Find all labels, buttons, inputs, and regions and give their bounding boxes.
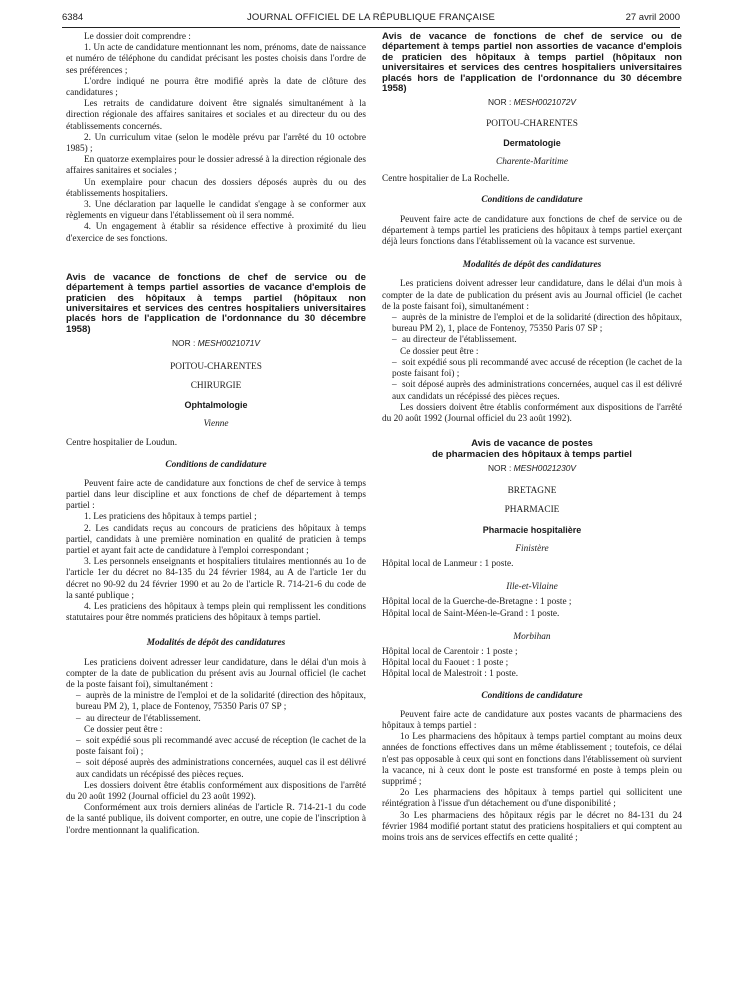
nor-code: MESH0021072V bbox=[513, 97, 576, 108]
list-item: – au directeur de l'établissement. bbox=[392, 335, 517, 346]
paragraph: Ce dossier peut être : bbox=[84, 724, 163, 735]
paragraph: Les praticiens doivent adresser leur candidature, dans le délai d'un mois à compter de la date de publication du présent avis au Journal officiel (le cachet de la poste faisant foi), simultanément : bbox=[382, 279, 682, 312]
right-column bbox=[382, 32, 682, 844]
paragraph: Les praticiens doivent adresser leur candidature, dans le délai d'un mois à compter de la date de publication du présent avis au Journal officiel (le cachet de la poste faisant foi), simultanément : bbox=[66, 657, 366, 690]
paragraph: Ce dossier peut être : bbox=[400, 346, 479, 357]
pharmacy-notice-title bbox=[382, 439, 682, 460]
region-heading: POITOU-CHARENTES bbox=[486, 118, 578, 129]
hospital-post: Hôpital local de Saint-Méen-le-Grand : 1 poste. bbox=[382, 608, 560, 619]
publication-date: 27 avril 2000 bbox=[625, 12, 680, 23]
paragraph: 3. Une déclaration par laquelle le candidat s'engage à se conformer aux règlements en vigueur dans l'établissement où il sera nommé. bbox=[66, 200, 366, 222]
paragraph: 1o Les pharmaciens des hôpitaux à temps partiel comptant au moins deux années de fonctions effectives dans un même établissement ; toutefois, ce délai n'est pas opposable à ceux qui sont en fonctions dans l'établissement où survient la vacance, ni à ceux dont le poste est transformé en poste à temps plein ou supprimé ; bbox=[382, 732, 682, 787]
subspecialty-heading: Dermatologie bbox=[503, 137, 561, 148]
department-heading: Morbihan bbox=[513, 631, 551, 642]
hospital-post: Hôpital local de la Guerche-de-Bretagne : 1 poste ; bbox=[382, 597, 572, 608]
journal-title: JOURNAL OFFICIEL DE LA RÉPUBLIQUE FRANÇAISE bbox=[246, 12, 496, 23]
paragraph: Conformément aux trois derniers alinéas de l'article R. 714-21-1 du code de la santé publique, ils doivent comporter, en outre, une copie de l'inscription à l'ordre mentionnant la qualification. bbox=[66, 803, 366, 836]
paragraph: Peuvent faire acte de candidature aux fonctions de chef de service ou de département à temps partiel les praticiens des hôpitaux à temps partiel exerçant déjà leurs fonctions dans l'établissement où la vacance est survenue. bbox=[382, 214, 682, 248]
nor-reference bbox=[66, 338, 366, 349]
paragraph: 2. Les candidats reçus au concours de praticiens des hôpitaux à temps partiel, candidats à une première nomination en qualité de praticien à temps partiel et ayant fait acte de candidature à l'emploi correspondant ; bbox=[66, 523, 366, 556]
paragraph: Le dossier doit comprendre : bbox=[84, 32, 191, 42]
list-item: – soit expédié sous pli recommandé avec accusé de réception (le cachet de la poste faisant foi) ; bbox=[392, 357, 682, 380]
nor-label: NOR : bbox=[172, 338, 196, 349]
conditions-heading: Conditions de candidature bbox=[165, 459, 267, 470]
conditions-heading: Conditions de candidature bbox=[481, 690, 583, 701]
paragraph: 4. Les praticiens des hôpitaux à temps plein qui remplissent les conditions statutaires pour être nommés praticiens des hôpitaux à temps partiel. bbox=[66, 601, 366, 624]
paragraph: 2. Un curriculum vitae (selon le modèle prévu par l'arrêté du 10 octobre 1985) ; bbox=[66, 132, 366, 155]
list-item: – soit déposé auprès des administrations concernées, auquel cas il est délivré aux candidats un récépissé des pièces reçues. bbox=[392, 380, 682, 402]
modalites-heading: Modalités de dépôt des candidatures bbox=[462, 260, 602, 271]
department-heading: Vienne bbox=[203, 419, 229, 430]
nor-code: MESH0021230V bbox=[513, 462, 576, 473]
subspecialty-heading: Ophtalmologie bbox=[184, 399, 248, 410]
list-item: – auprès de la ministre de l'emploi et de la solidarité (direction des hôpitaux, bureau PM 2), 1, place de Fontenoy, 75350 Paris 07 SP ; bbox=[76, 691, 366, 713]
hospital-post: Hôpital local de Carentoir : 1 poste ; bbox=[382, 646, 518, 657]
header-rule bbox=[62, 27, 680, 28]
page-header bbox=[62, 12, 680, 28]
department-heading: Finistère bbox=[515, 543, 549, 554]
paragraph: Les retraits de candidature doivent être signalés simultanément à la direction régionale des affaires sanitaires et sociales et au directeur du ou des établissements concernés. bbox=[66, 99, 366, 132]
list-item: – au directeur de l'établissement. bbox=[76, 713, 201, 724]
specialty-heading: CHIRURGIE bbox=[190, 380, 242, 391]
department-heading: Ille-et-Vilaine bbox=[506, 582, 558, 593]
notice-title: Avis de vacance de fonctions de chef de service ou de département à temps partiel non assorties de vacance d'emplois de praticien des hôpitaux à temps partiel (hôpitaux non universitaires et services des centres hospitaliers universitaires placés hors de l'application de l'ordonnance du 30 décembre 1958) bbox=[382, 31, 682, 95]
pharmacy-title-line-2: de pharmacien des hôpitaux à temps partiel bbox=[432, 448, 632, 460]
paragraph: 1. Un acte de candidature mentionnant les nom, prénoms, date de naissance et numéro de téléphone du candidat précisant les postes choisis dans l'ordre de ses préférences ; bbox=[66, 43, 366, 76]
conditions-heading: Conditions de candidature bbox=[481, 195, 583, 206]
paragraph: Peuvent faire acte de candidature aux fonctions de chef de service à temps partiel dans leur discipline et aux fonctions de chef de département à temps partiel : bbox=[66, 478, 366, 512]
list-item: – auprès de la ministre de l'emploi et de la solidarité (direction des hôpitaux, bureau PM 2), 1, place de Fontenoy, 75350 Paris 07 SP ; bbox=[392, 313, 682, 335]
paragraph: Les dossiers doivent être établis conformément aux dispositions de l'arrêté du 20 août 1992 (Journal officiel du 23 août 1992). bbox=[382, 402, 682, 424]
page-number: 6384 bbox=[62, 12, 84, 23]
hospital-post: Hôpital local de Lanmeur : 1 poste. bbox=[382, 558, 514, 569]
department-heading: Charente-Maritime bbox=[496, 157, 568, 168]
region-heading: POITOU-CHARENTES bbox=[170, 361, 262, 372]
hospital-name: Centre hospitalier de La Rochelle. bbox=[382, 174, 510, 185]
nor-label: NOR : bbox=[488, 97, 512, 108]
notice-title: Avis de vacance de fonctions de chef de service ou de département à temps partiel assorties de vacance d'emplois de praticien des hôpitaux à temps partiel (hôpitaux non universitaires et services des centres hospitaliers universitaires placés hors de l'application de l'ordonnance du 30 décembre 1958) bbox=[66, 271, 366, 335]
paragraph: Peuvent faire acte de candidature aux postes vacants de pharmaciens des hôpitaux à temps partiel : bbox=[382, 709, 682, 731]
list-item: – soit déposé auprès des administrations concernées, auquel cas il est délivré aux candidats un récépissé des pièces reçues. bbox=[76, 758, 366, 780]
paragraph: 2o Les pharmaciens des hôpitaux à temps partiel qui sollicitent une réintégration à l'issue d'un détachement ou d'une disponibilité ; bbox=[382, 788, 682, 810]
paragraph: Un exemplaire pour chacun des dossiers déposés auprès du ou des établissements hospitaliers. bbox=[66, 177, 366, 199]
hospital-post: Hôpital local de Malestroit : 1 poste. bbox=[382, 669, 519, 680]
nor-label: NOR : bbox=[488, 462, 512, 473]
region-heading: BRETAGNE bbox=[507, 486, 557, 497]
paragraph: 4. Un engagement à établir sa résidence effective à proximité du lieu d'exercice de ses fonctions. bbox=[66, 222, 366, 244]
paragraph: 3o Les pharmaciens des hôpitaux régis par le décret no 84-131 du 24 février 1984 modifié portant statut des praticiens hospitaliers et qui comptent au moins trois ans de services effectifs en cette qualité ; bbox=[382, 810, 682, 843]
paragraph: En quatorze exemplaires pour le dossier adressé à la direction régionale des affaires sanitaires et sociales ; bbox=[66, 155, 366, 177]
hospital-post: Hôpital local du Faouet : 1 poste ; bbox=[382, 658, 509, 669]
hospital-name: Centre hospitalier de Loudun. bbox=[66, 438, 178, 449]
subspecialty-heading: Pharmacie hospitalière bbox=[482, 524, 582, 535]
paragraph: Les dossiers doivent être établis conformément aux dispositions de l'arrêté du 20 août 1992 (Journal officiel du 23 août 1992). bbox=[66, 780, 366, 802]
list-item: – soit expédié sous pli recommandé avec accusé de réception (le cachet de la poste faisant foi) ; bbox=[76, 735, 366, 758]
pharmacy-title-line-1: Avis de vacance de postes bbox=[471, 438, 593, 450]
paragraph: L'ordre indiqué ne pourra être modifié après la date de clôture des candidatures ; bbox=[66, 76, 366, 99]
paragraph: 3. Les personnels enseignants et hospitaliers titulaires mentionnés au 1o de l'article 1er du décret no 84-135 du 24 février 1984, au A de l'article 1er du décret no 90-92 du 24 février 1990 et au 2o de l'article R. 714-21-6 du code de la santé publique ; bbox=[66, 557, 366, 601]
nor-code: MESH0021071V bbox=[197, 338, 260, 349]
paragraph: 1. Les praticiens des hôpitaux à temps partiel ; bbox=[84, 512, 257, 523]
nor-reference bbox=[382, 97, 682, 108]
nor-reference bbox=[382, 463, 682, 474]
specialty-heading: PHARMACIE bbox=[504, 505, 560, 516]
modalites-heading: Modalités de dépôt des candidatures bbox=[146, 638, 286, 649]
left-column bbox=[66, 32, 366, 837]
